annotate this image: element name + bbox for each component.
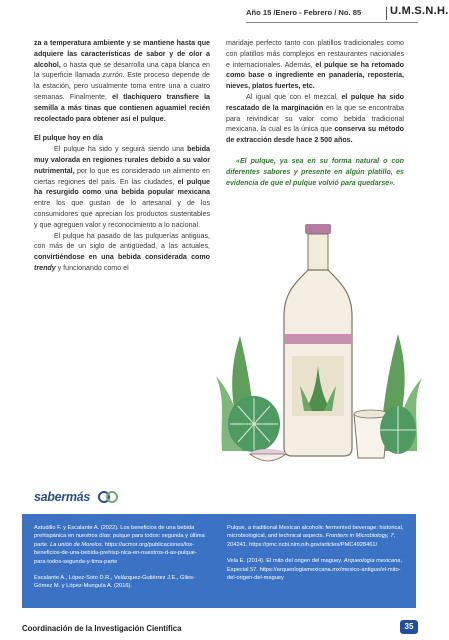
- bold-text: za a temperatura ambiente y se mantiene hasta que adquiere las características de sabor y de olor a alcohol,: [34, 39, 210, 69]
- reference-item: Astudillo F. y Escalante A. (2022). Los beneficios de una bebida prehispánica en nuestros días: pulque para todos: segunda y última parte. La unión de Morelos. https://acmor.org/publicaciones/los-beneficios-de-una-bebida-prehisp-nica-en-nuestros-d-as-pulque-para-todos-segunda-y-tima-parte: [34, 525, 205, 565]
- bold-text: convirtiéndose en una bebida considerada como: [34, 253, 210, 262]
- left-text-column: [34, 38, 210, 274]
- paragraph: [34, 144, 210, 230]
- bold-text: el pulque ha sido rescatado de la marginación: [226, 92, 404, 112]
- header-rule: [246, 22, 418, 23]
- footer-section-label: Coordinación de la Investigación Científica: [22, 624, 182, 633]
- reference-item: Pulque, a traditional Mexican alcoholic fermented beverage: historical, microbiological, and technical aspects. Frontiers in Microbiology, 7, 204241. https://pmc.ncbi.nlm.nih.gov/articles/PMC4928461/: [227, 525, 404, 548]
- university-label: U.M.S.N.H.: [390, 5, 449, 17]
- bold-italic-text: trendy: [34, 263, 56, 272]
- paragraph: [34, 231, 210, 274]
- text: y funcionando como el: [55, 263, 129, 272]
- references-left: [34, 524, 208, 599]
- text: entre los que gustan de lo artesanal y de los consumidores que aprecian los productos sustentables y que agreguen valor y reconocimiento a lo nacional.: [34, 199, 210, 229]
- cactus-fruit-icon: [228, 396, 280, 452]
- text: El pulque ha pasado de las pulquerías antiguas, con más de un siglo de antigüedad, a las actuales,: [34, 231, 210, 251]
- drink-glass-icon: [354, 406, 416, 458]
- bold-text: conserva su método de extracción desde hace 2 500 años.: [226, 125, 404, 145]
- pulque-bottle-illustration: [212, 216, 424, 466]
- bold-text: el pulque se ha retomado como base o ingrediente en panadería, repostería, nieves, platos fuertes, etc.: [226, 60, 404, 91]
- logo-text: sabermás: [34, 490, 90, 504]
- text: por lo que es considerado un alimento en ciertas regiones del país. En las ciudades,: [34, 166, 210, 186]
- references-box: [22, 514, 416, 608]
- header-divider: [386, 7, 387, 20]
- logo-symbol-icon: [98, 488, 118, 506]
- text: o hasta que se desarrolla una capa blanca en la superficie llamada: [34, 60, 210, 80]
- paragraph: [226, 92, 404, 146]
- sabermas-logo: [34, 484, 124, 508]
- bold-text: el pulque ha resurgido como una bebida popular mexicana: [34, 177, 210, 197]
- text: en la que se encontraba para reivindicar su valor como bebida tradicional mexicana, la cual es la única que: [226, 103, 404, 134]
- bold-text: bebida muy valorada en regiones rurales debido a su valor nutrimental,: [34, 145, 210, 175]
- text: maridaje perfecto tanto con platillos tradicionales como con platillos más complejos en restaurantes nacionales e internacionales. Además,: [226, 39, 404, 69]
- page-header: [0, 0, 449, 26]
- reference-item: Vela E. (2014). El mito del origen del maguey. Arqueología mexicana, Especial 57. https://arqueologiamexicana.mx/mexico-antiguo/el-mito-del-origen-del-maguey: [227, 558, 403, 582]
- right-text-column: [226, 38, 404, 188]
- section-heading: El pulque hoy en día: [34, 134, 103, 143]
- references-right: [227, 524, 405, 590]
- bold-text: el tlachiquero transfiere la semilla a más tinas que contienen aguamiel recién recolectado para obtener así el pulque.: [34, 92, 211, 123]
- paragraph: [226, 38, 404, 92]
- text: Al igual que con el mezcal,: [246, 92, 342, 101]
- page-number-badge: 35: [400, 620, 418, 634]
- text: El pulque ha sido y seguirá siendo una: [54, 145, 188, 154]
- pull-quote: «El pulque, ya sea en su forma natural o con diferentes sabores y presente en algún platillo, es evidencia de que el pulque volvió para quedarse».: [226, 156, 404, 187]
- italic-text: zurrón: [102, 71, 123, 80]
- text: . Este proceso depende de la estación, pero usualmente toma entre una a cuatro semanas. Finalmente,: [34, 71, 210, 101]
- issue-label: Año 15 /Enero - Febrero / No. 85: [246, 8, 362, 17]
- salt-bowl-icon: [250, 449, 286, 461]
- reference-item: Escalante A., López-Soto D.R., Velázquez-Gutiérrez J.E., Giles-Gómez M. y López-Munguía A. (2016).: [34, 575, 195, 590]
- paragraph: [34, 38, 210, 124]
